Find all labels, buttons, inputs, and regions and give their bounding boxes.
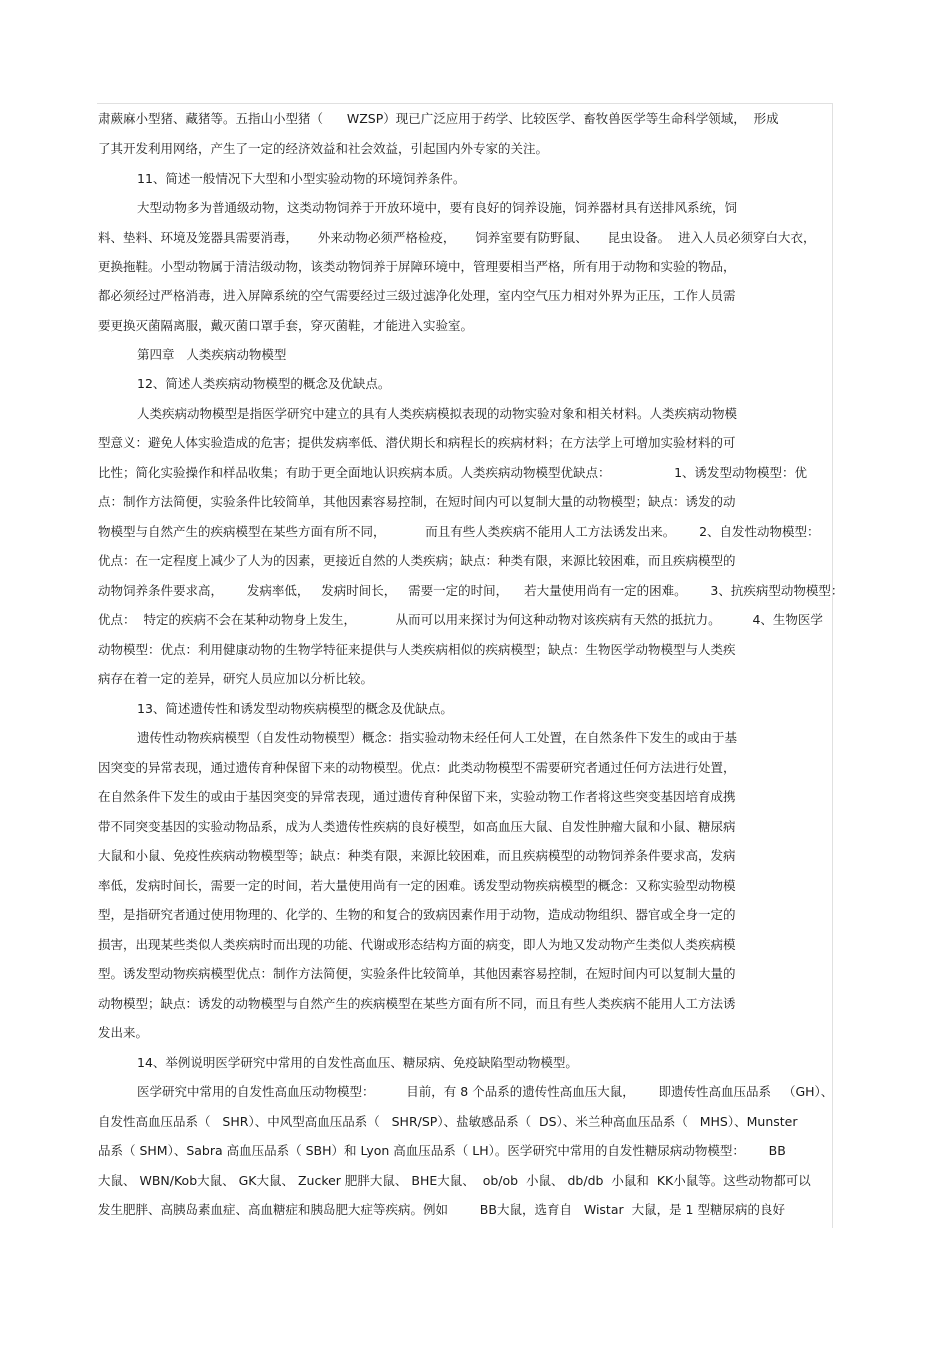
question-heading: 13、简述遗传性和诱发型动物疾病模型的概念及优缺点。 (137, 701, 453, 716)
text-line: 型，是指研究者通过使用物理的、化学的、生物的和复合的致病因素作用于动物，造成动物组织、器官或全身一定的 (98, 907, 736, 922)
text-line: 料、垫料、环境及笼器具需要消毒， 外来动物必须严格检疫， 饲养室要有防野鼠、 昆虫设备。 进入人员必须穿白大衣， (98, 230, 816, 245)
text-line: 型意义：避免人体实验造成的危害；提供发病率低、潜伏期长和病程长的疾病材料；在方法学上可增加实验材料的可 (98, 435, 736, 450)
text-line: 遗传性动物疾病模型（自发性动物模型）概念：指实验动物未经任何人工处置，在自然条件下发生的或由于基 (137, 730, 738, 745)
text-line: 大鼠、 WBN/Kob大鼠、 GK大鼠、 Zucker 肥胖大鼠、 BHE大鼠、 ob/ob 小鼠、 db/db 小鼠和 KK小鼠等。这些动物都可以 (98, 1173, 811, 1188)
text-line: 病存在着一定的差异，研究人员应加以分析比较。 (98, 671, 374, 686)
text-line: 了其开发利用网络，产生了一定的经济效益和社会效益，引起国内外专家的关注。 (98, 141, 549, 156)
text-line: 大鼠和小鼠、免疫性疾病动物模型等；缺点：种类有限，来源比较困难，而且疾病模型的动物饲养条件要求高，发病 (98, 848, 736, 863)
text-line: 品系（ SHM）、Sabra 高血压品系（ SBH）和 Lyon 高血压品系（ LH）。医学研究中常用的自发性糖尿病动物模型： BB (98, 1143, 786, 1158)
text-line: 点：制作方法简便，实验条件比较简单，其他因素容易控制，在短时间内可以复制大量的动物模型；缺点：诱发的动 (98, 494, 736, 509)
text-line: 大型动物多为普通级动物，这类动物饲养于开放环境中，要有良好的饲养设施，饲养器材具有送排风系统，饲 (137, 200, 738, 215)
text-line: 医学研究中常用的自发性高血压动物模型： 目前，有 8 个品系的遗传性高血压大鼠， 即遗传性高血压品系 （GH）、 (137, 1084, 834, 1099)
question-heading: 11、简述一般情况下大型和小型实验动物的环境饲养条件。 (137, 171, 466, 186)
text-line: 更换拖鞋。小型动物属于清洁级动物，该类动物饲养于屏障环境中，管理要相当严格，所有用于动物和实验的物品， (98, 259, 736, 274)
text-line: 优点： 特定的疾病不会在某种动物身上发生， 从而可以用来探讨为何这种动物对该疾病有天然的抵抗力。 4、生物医学 (98, 612, 823, 627)
text-line: 动物饲养条件要求高， 发病率低， 发病时间长， 需要一定的时间， 若大量使用尚有一定的困难。 3、抗疾病型动物模型： (98, 583, 844, 598)
text-line: 自发性高血压品系（ SHR）、中风型高血压品系（ SHR/SP）、盐敏感品系（ DS）、米兰种高血压品系（ MHS）、Munster (98, 1114, 798, 1129)
text-line: 率低，发病时间长，需要一定的时间，若大量使用尚有一定的困难。诱发型动物疾病模型的概念：又称实验型动物模 (98, 878, 736, 893)
question-heading: 14、举例说明医学研究中常用的自发性高血压、糖尿病、免疫缺陷型动物模型。 (137, 1055, 578, 1070)
text-line: 损害，出现某些类似人类疾病时而出现的功能、代谢或形态结构方面的病变，即人为地又发动物产生类似人类疾病模 (98, 937, 736, 952)
text-line: 人类疾病动物模型是指医学研究中建立的具有人类疾病模拟表现的动物实验对象和相关材料。人类疾病动物模 (137, 406, 738, 421)
text-line: 动物模型：优点：利用健康动物的生物学特征来提供与人类疾病相似的疾病模型；缺点：生物医学动物模型与人类疾 (98, 642, 736, 657)
text-line: 都必须经过严格消毒，进入屏障系统的空气需要经过三级过滤净化处理，室内空气压力相对外界为正压，工作人员需 (98, 288, 736, 303)
question-heading: 12、简述人类疾病动物模型的概念及优缺点。 (137, 376, 391, 391)
text-line: 在自然条件下发生的或由于基因突变的异常表现，通过遗传育种保留下来，实验动物工作者将这些突变基因培育成携 (98, 789, 736, 804)
chapter-heading: 第四章 人类疾病动物模型 (137, 347, 287, 362)
text-line: 发生肥胖、高胰岛素血症、高血糖症和胰岛肥大症等疾病。例如 BB大鼠，选育自 Wistar 大鼠，是 1 型糖尿病的良好 (98, 1202, 785, 1217)
text-line: 型。诱发型动物疾病模型优点：制作方法简便，实验条件比较简单，其他因素容易控制，在短时间内可以复制大量的 (98, 966, 736, 981)
text-line: 带不同突变基因的实验动物品系，成为人类遗传性疾病的良好模型，如高血压大鼠、自发性肿瘤大鼠和小鼠、糖尿病 (98, 819, 736, 834)
page-right-rule (832, 103, 833, 1228)
text-line: 肃蕨麻小型猪、藏猪等。五指山小型猪（ WZSP）现已广泛应用于药学、比较医学、畜牧兽医学等生命科学领域， 形成 (98, 111, 779, 126)
text-line: 动物模型；缺点：诱发的动物模型与自然产生的疾病模型在某些方面有所不同，而且有些人类疾病不能用人工方法诱 (98, 996, 736, 1011)
text-line: 物模型与自然产生的疾病模型在某些方面有所不同， 而且有些人类疾病不能用人工方法诱发出来。 2、自发性动物模型： (98, 524, 820, 539)
text-line: 优点：在一定程度上减少了人为的因素，更接近自然的人类疾病；缺点：种类有限，来源比较困难，而且疾病模型的 (98, 553, 736, 568)
page-top-rule (97, 103, 832, 104)
text-line: 因突变的异常表现，通过遗传育种保留下来的动物模型。优点：此类动物模型不需要研究者通过任何方法进行处置， (98, 760, 736, 775)
text-line: 比性；简化实验操作和样品收集；有助于更全面地认识疾病本质。人类疾病动物模型优缺点： 1、诱发型动物模型：优 (98, 465, 808, 480)
text-line: 要更换灭菌隔离服，戴灭菌口罩手套，穿灭菌鞋，才能进入实验室。 (98, 318, 474, 333)
text-line: 发出来。 (98, 1025, 149, 1040)
